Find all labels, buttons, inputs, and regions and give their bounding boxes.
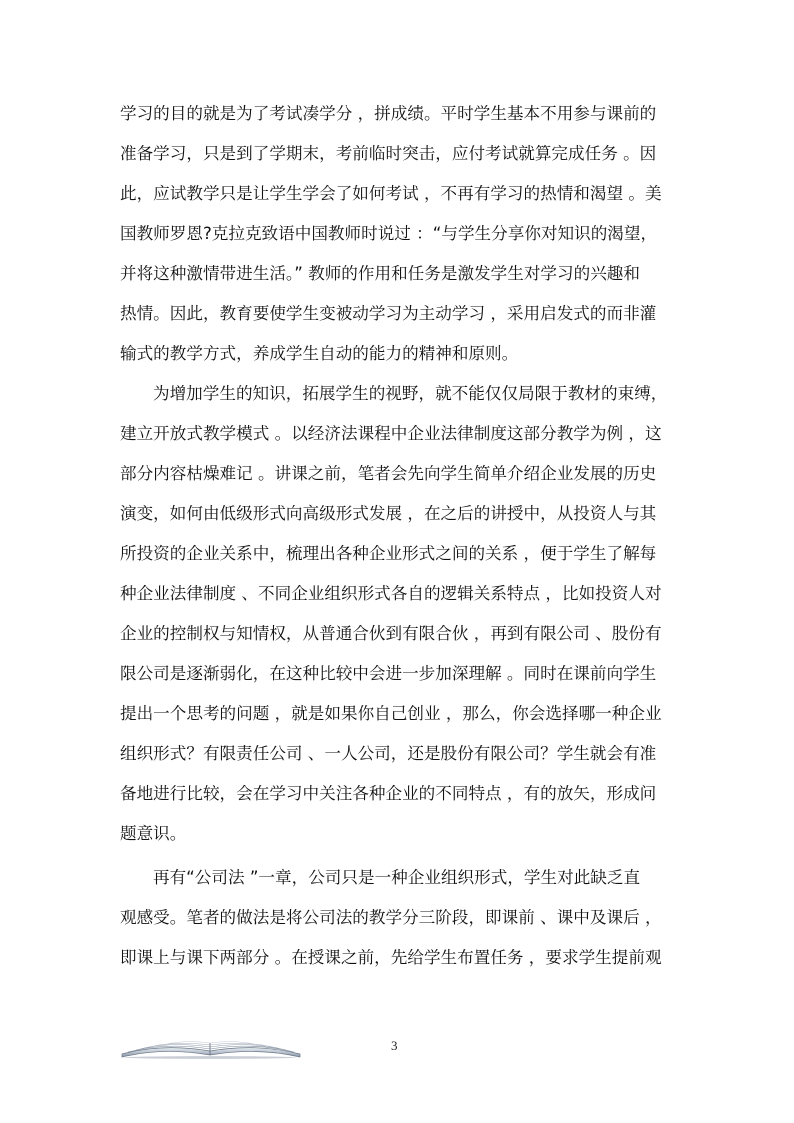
text-line: 学习的目的就是为了考试凑学分 ，拼成绩。平时学生基本不用参与课前的 [120, 104, 657, 123]
text-line: 种企业法律制度 、不同企业组织形式各自的逻辑关系特点 ，比如投资人对 [120, 584, 662, 603]
text-line: 企业的控制权与知情权，从普通合伙到有限合伙 ，再到有限公司 、股份有 [120, 624, 662, 643]
text-line: 观感受。笔者的做法是将公司法的教学分三阶段，即课前 、课中及课后 ， [120, 908, 662, 927]
paragraph-first-line: 为增加学生的知识，拓展学生的视野，就不能仅仅局限于教材的束缚， [153, 384, 668, 403]
text-line: 所投资的企业关系中，梳理出各种企业形式之间的关系 ，便于学生了解每 [120, 544, 657, 563]
text-line: 提出一个思考的问题 ，就是如果你自己创业 ，那么，你会选择哪一种企业 [120, 704, 662, 723]
text-line: 输式的教学方式，养成学生自动的能力的精神和原则。 [120, 344, 519, 363]
text-line: 演变，如何由低级形式向高级形式发展 ，在之后的讲授中，从投资人与其 [120, 504, 657, 523]
open-book-icon [118, 1034, 304, 1060]
page-number: 3 [391, 1038, 398, 1053]
text-line: 建立开放式教学模式 。以经济法课程中企业法律制度这部分教学为例 ，这 [120, 424, 662, 443]
text-line: 备地进行比较，会在学习中关注各种企业的不同特点 ，有的放矢，形成问 [120, 784, 657, 803]
text-line: 部分内容枯燥难记 。讲课之前，笔者会先向学生简单介绍企业发展的历史 [120, 464, 657, 483]
text-line: 并将这种激情带进生活。” 教师的作用和任务是激发学生对学习的兴趣和 [120, 264, 640, 283]
text-line: 组织形式？有限责任公司 、一人公司，还是股份有限公司？学生就会有准 [120, 744, 657, 763]
text-line: 热情。因此，教育要使学生变被动学习为主动学习 ，采用启发式的而非灌 [120, 304, 657, 323]
text-line: 题意识。 [120, 824, 187, 843]
text-line: 此，应试教学只是让学生学会了如何考试 ，不再有学习的热情和渴望 。美 [120, 184, 662, 203]
paragraph-first-line: 再有“公司法 ”一章，公司只是一种企业组织形式，学生对此缺乏直 [153, 868, 641, 887]
text-line: 国教师罗恩?克拉克致语中国教师时说过 ：“与学生分享你对知识的渴望， [120, 224, 658, 243]
text-line: 准备学习，只是到了学期末，考前临时突击，应付考试就算完成任务 。因 [120, 144, 657, 163]
text-line: 限公司是逐渐弱化，在这种比较中会进一步加深理解 。同时在课前向学生 [120, 664, 657, 683]
text-line: 即课上与课下两部分 。在授课之前，先给学生布置任务 ，要求学生提前观 [120, 948, 662, 967]
